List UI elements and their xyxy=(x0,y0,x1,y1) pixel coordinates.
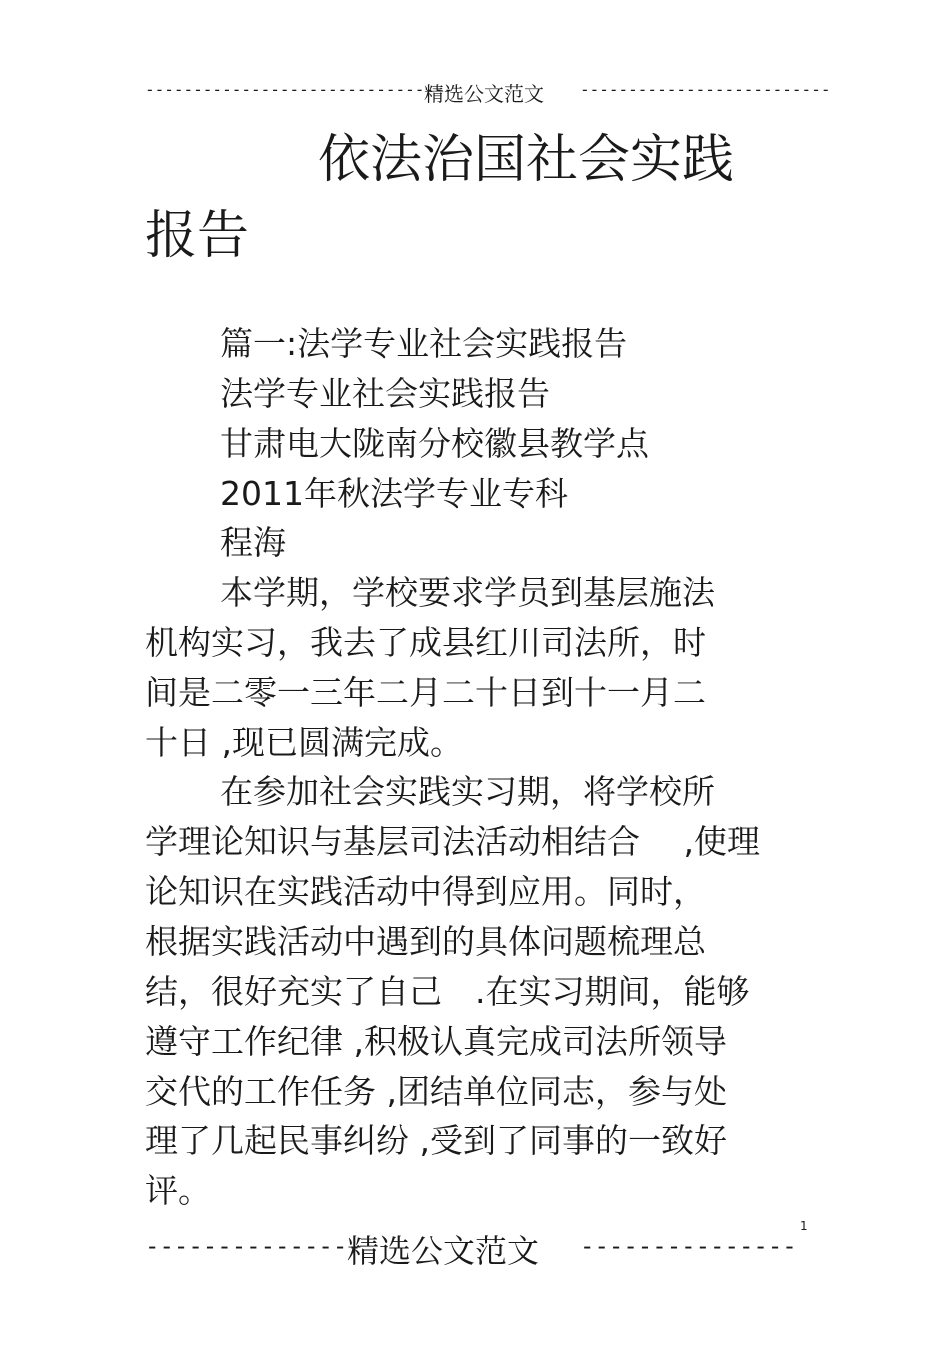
document-title-line-2: 报告 xyxy=(145,206,250,266)
header-left-dashes: -------------------------------- xyxy=(145,80,454,99)
paragraph-2-line-9: 评。 xyxy=(145,1171,211,1210)
paragraph-2-line-4: 根据实践活动中遇到的具体问题梳理总 xyxy=(145,922,706,961)
paragraph-2-line-5: 结，很好充实了自己 .在实习期间，能够 xyxy=(145,972,750,1011)
paragraph-2-line-8: 理了几起民事纠纷 ,受到了同事的一致好 xyxy=(145,1121,727,1160)
document-title-line-1: 依法治国社会实践 xyxy=(318,130,735,190)
report-subtitle: 法学专业社会实践报告 xyxy=(220,374,550,413)
paragraph-2-line-6: 遵守工作纪律 ,积极认真完成司法所领导 xyxy=(145,1022,727,1061)
paragraph-2-line-3: 论知识在实践活动中得到应用。同时， xyxy=(145,872,706,911)
paragraph-1-line-3: 间是二零一三年二月二十日到十一月二 xyxy=(145,673,706,712)
header-title: 精选公文范文 xyxy=(424,82,544,106)
paragraph-1-line-4: 十日 ,现已圆满完成。 xyxy=(145,723,463,762)
paragraph-2-line-2: 学理论知识与基层司法活动相结合 ,使理 xyxy=(145,822,760,861)
paragraph-2-line-1: 在参加社会实践实习期，将学校所 xyxy=(220,772,715,811)
footer-title: 精选公文范文 xyxy=(347,1232,540,1270)
school-name: 甘肃电大陇南分校徽县教学点 xyxy=(220,424,649,463)
section-heading: 篇一:法学专业社会实践报告 xyxy=(220,324,628,363)
paragraph-1-line-2: 机构实习，我去了成县红川司法所，时 xyxy=(145,623,706,662)
author-name: 程海 xyxy=(220,523,286,562)
class-info: 2011年秋法学专业专科 xyxy=(220,474,568,513)
paragraph-1-line-1: 本学期，学校要求学员到基层施法 xyxy=(220,573,715,612)
page-number: 1 xyxy=(800,1219,808,1233)
paragraph-2-line-7: 交代的工作任务 ,团结单位同志，参与处 xyxy=(145,1072,727,1111)
footer-left-dashes: --------------- xyxy=(145,1232,362,1260)
header-right-dashes: -------------------------- xyxy=(580,80,831,99)
footer-right-dashes: --------------- xyxy=(580,1232,797,1260)
